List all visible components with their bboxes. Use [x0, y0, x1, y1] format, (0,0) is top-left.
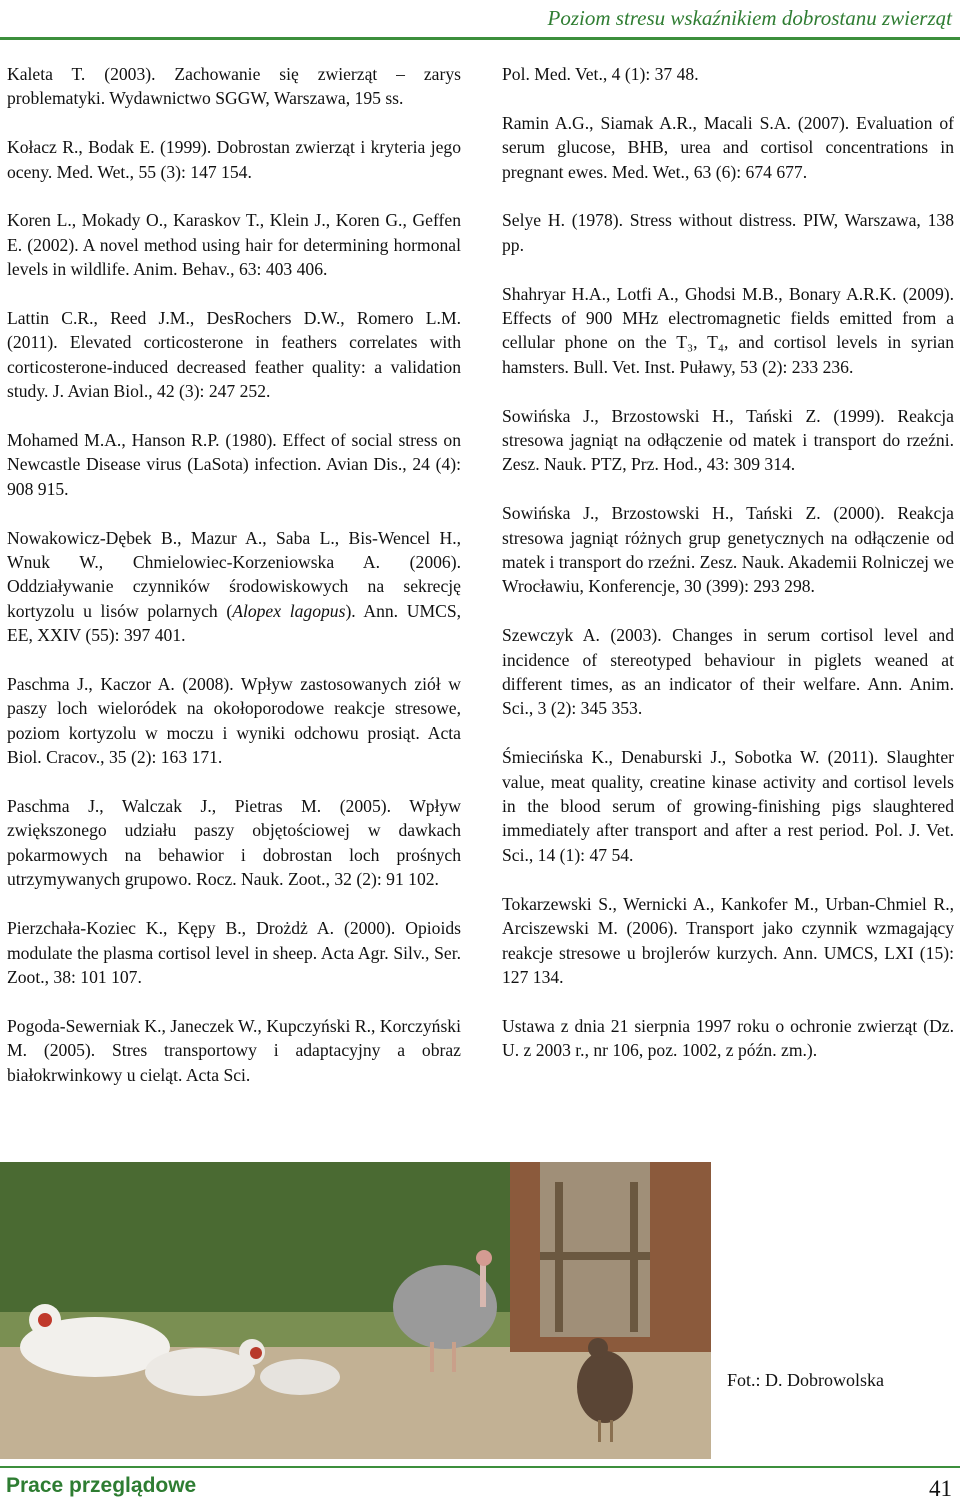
references-right-column: [502, 62, 954, 1087]
reference-item: Ustawa z dnia 21 sierpnia 1997 roku o ochronie zwierząt (Dz. U. z 2003 r., nr 106, poz. 1002, z późn. zm.).: [502, 1015, 954, 1061]
reference-item: Sowińska J., Brzostowski H., Tański Z. (2000). Reakcja stresowa jagniąt różnych grup genetycznych na odłączenie od matek i transport do rzeźni. Zesz. Nauk. Akademii Rolniczej we Wrocławiu, Konferencje, 30 (399): 293 298.: [502, 503, 954, 597]
reference-item: [7, 526, 461, 648]
turkey-leg: [430, 1342, 434, 1372]
species-name: Alopex lagopus: [232, 600, 346, 621]
brown-hen: [577, 1351, 633, 1423]
duck-face: [38, 1313, 52, 1327]
header-rule: [0, 37, 960, 40]
farm-scene-illustration: [0, 1162, 711, 1459]
reference-item: Selye H. (1978). Stress without distress. PIW, Warszawa, 138 pp.: [502, 210, 954, 255]
page-number: 41: [929, 1476, 952, 1501]
reference-item: Mohamed M.A., Hanson R.P. (1980). Effect of social stress on Newcastle Disease virus (LaSota) infection. Avian Dis., 24 (4): 908 915.: [7, 430, 461, 499]
white-duck: [145, 1348, 255, 1396]
hen-head: [588, 1338, 608, 1358]
footer-section-label: Prace przeglądowe: [6, 1474, 197, 1497]
running-header: Poziom stresu wskaźnikiem dobrostanu zwierząt: [547, 6, 952, 30]
hen-leg: [610, 1420, 613, 1442]
turkey-leg: [452, 1342, 456, 1372]
photo-credit: Fot.: D. Dobrowolska: [727, 1370, 884, 1390]
reference-item: Pierzchała-Koziec K., Kępy B., Drożdż A. (2000). Opioids modulate the plasma cortisol level in sheep. Acta Agr. Silv., Ser. Zoot., 38: 101 107.: [7, 918, 461, 987]
turkey-head: [476, 1250, 492, 1266]
reference-item: Pogoda-Sewerniak K., Janeczek W., Kupczyński R., Korczyński M. (2005). Stres transportowy i adaptacyjny a obraz białokrwinkowy u cieląt. Acta Sci.: [7, 1015, 461, 1085]
reference-item: Sowińska J., Brzostowski H., Tański Z. (1999). Reakcja stresowa jagniąt na odłączenie od matek i transport do rzeźni. Zesz. Nauk. PTZ, Prz. Hod., 43: 309 314.: [502, 405, 954, 475]
reference-item: Paschma J., Walczak J., Pietras M. (2005). Wpływ zwiększonego udziału paszy objętościowej w dawkach pokarmowych na behawior i dobrostan loch prośnych utrzymywanych grupowo. Rocz. Nauk. Zoot., 32 (2): 91 102.: [7, 796, 461, 890]
turkey-neck: [480, 1262, 486, 1307]
reference-item: Koren L., Mokady O., Karaskov T., Klein J., Koren G., Geffen E. (2002). A novel method using hair for determining hormonal levels in wildlife. Anim. Behav., 63: 403 406.: [7, 210, 461, 280]
crate-slat: [540, 1252, 650, 1260]
reference-item: Pol. Med. Vet., 4 (1): 37 48.: [502, 64, 699, 84]
hen-leg: [598, 1420, 601, 1442]
reference-text: ). Ann. UMCS, EE, XXIV (55): 397 401.: [7, 600, 462, 646]
reference-item: Lattin C.R., Reed J.M., DesRochers D.W., Romero L.M. (2011). Elevated corticosterone in feathers correlates with corticosterone-induced decreased feather quality: a validation study. J. Avian Biol., 42 (3): 247 252.: [7, 308, 461, 402]
reference-item: Ramin A.G., Siamak A.R., Macali S.A. (2007). Evaluation of serum glucose, BHB, urea and cortisol concentrations in pregnant ewes. Med. Wet., 63 (6): 674 677.: [502, 112, 954, 182]
references-left-column: [7, 62, 461, 1111]
reference-item: Kołacz R., Bodak E. (1999). Dobrostan zwierząt i kryteria jego oceny. Med. Wet., 55 (3): 147 154.: [7, 137, 461, 182]
reference-item: Szewczyk A. (2003). Changes in serum cortisol level and incidence of stereotyped behaviour in piglets weaned at different times, as an indicator of their welfare. Ann. Anim. Sci., 3 (2): 345 353.: [502, 625, 954, 719]
white-duck: [260, 1359, 340, 1395]
reference-item: Tokarzewski S., Wernicki A., Kankofer M., Urban-Chmiel R., Arciszewski M. (2006). Transport jako czynnik wzmagający reakcje stresowe u brojlerów kurzych. Ann. UMCS, LXI (15): 127 134.: [502, 893, 954, 987]
reference-text: Nowakowicz-Dębek B., Mazur A., Saba L., Bis-Wencel H., Wnuk W., Chmielowiec-Korzeniowska A. (2006). Oddziaływanie czynników środowiskowych na sekrecję kortyzolu u lisów polarnych (: [7, 527, 461, 621]
duck-face: [250, 1347, 262, 1359]
reference-item: Śmiecińska K., Denaburski J., Sobotka W. (2011). Slaughter value, meat quality, creatine kinase activity and cortisol levels in the blood serum of growing-finishing pigs slaughtered immediately after transport and after a rest period. Pol. J. Vet. Sci., 14 (1): 47 54.: [502, 747, 954, 865]
footer-rule: [0, 1466, 960, 1468]
farm-photo: [0, 1162, 711, 1459]
reference-item: Shahryar H.A., Lotfi A., Ghodsi M.B., Bonary A.R.K. (2009). Effects of 900 MHz electromagnetic fields emitted from a cellular phone on the T₃, T₄, and cortisol levels in syrian hamsters. Bull. Vet. Inst. Puławy, 53 (2): 233 236.: [502, 283, 954, 377]
reference-item: Kaleta T. (2003). Zachowanie się zwierząt – zarys problematyki. Wydawnictwo SGGW, Warszawa, 195 ss.: [7, 64, 461, 109]
reference-item: Paschma J., Kaczor A. (2008). Wpływ zastosowanych ziół w paszy loch wieloródek na okołoporodowe reakcje stresowe, poziom kortyzolu w moczu i wyniki odchowu prosiąt. Acta Biol. Cracov., 35 (2): 163 171.: [7, 674, 461, 768]
